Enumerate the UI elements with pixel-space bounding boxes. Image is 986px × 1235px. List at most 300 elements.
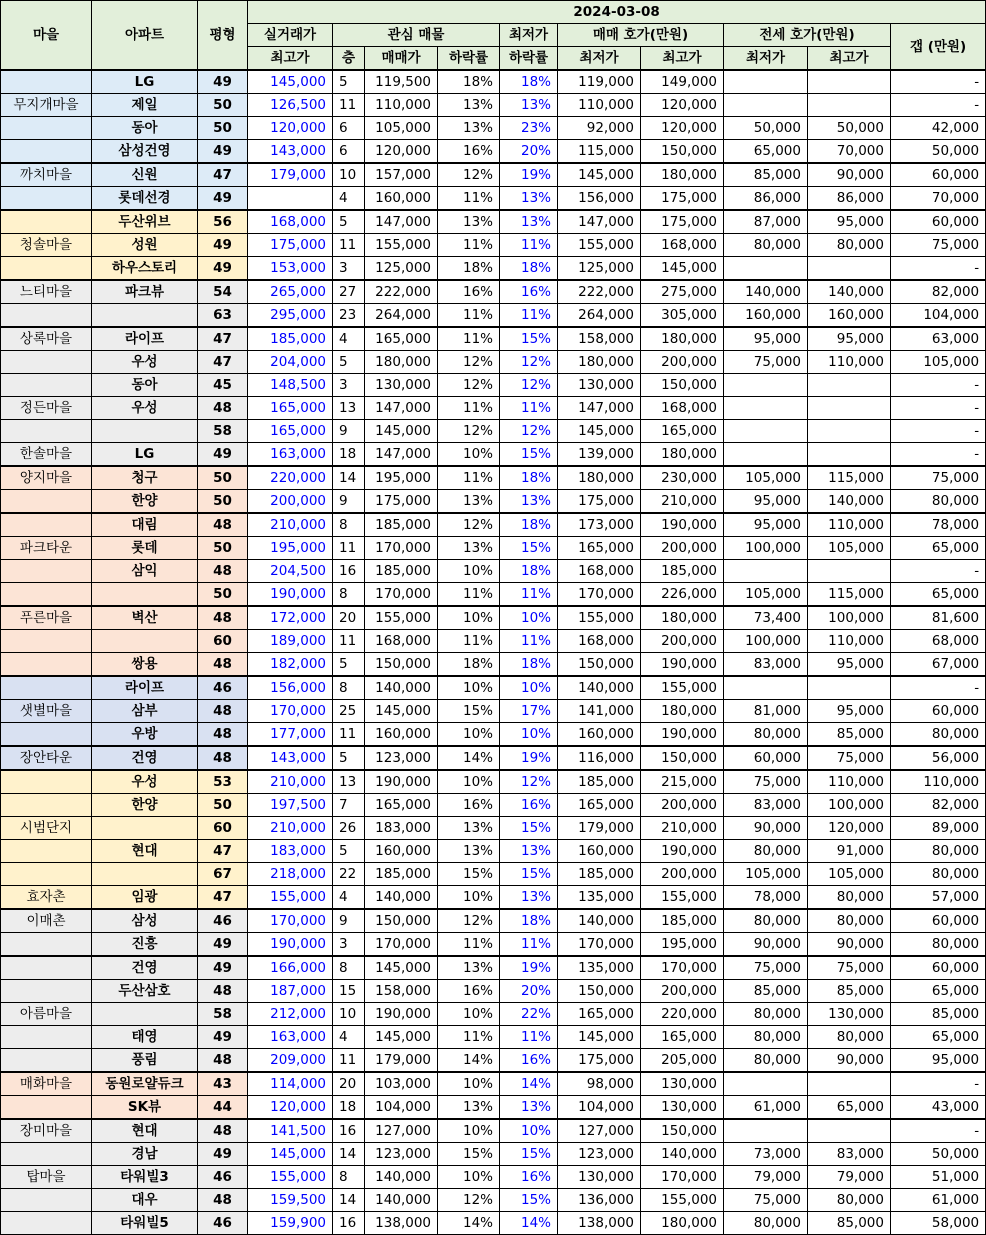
drop-cell: 10% [438, 770, 500, 794]
price-cell: 104,000 [365, 1096, 438, 1120]
jeonse-low-cell: 90,000 [724, 817, 808, 840]
jeonse-high-cell: 140,000 [808, 280, 891, 304]
header-apt: 아파트 [92, 1, 198, 71]
jeonse-low-cell: 61,000 [724, 1096, 808, 1120]
jeonse-high-cell: 80,000 [808, 909, 891, 933]
real-trade-cell: 153,000 [248, 257, 333, 281]
drop-cell: 13% [438, 840, 500, 863]
min-drop-cell: 14% [500, 1212, 558, 1235]
gap-cell: 82,000 [891, 280, 986, 304]
gap-cell: 63,000 [891, 327, 986, 351]
jeonse-low-cell: 95,000 [724, 327, 808, 351]
floor-cell: 14 [333, 1143, 365, 1166]
floor-cell: 11 [333, 234, 365, 257]
price-cell: 160,000 [365, 840, 438, 863]
sale-low-cell: 145,000 [558, 163, 641, 187]
price-cell: 150,000 [365, 909, 438, 933]
size-cell: 47 [198, 327, 248, 351]
table-row [1, 490, 986, 514]
floor-cell: 13 [333, 770, 365, 794]
jeonse-high-cell: 83,000 [808, 1143, 891, 1166]
real-trade-cell: 210,000 [248, 817, 333, 840]
sale-high-cell: 180,000 [641, 606, 724, 630]
sale-low-cell: 123,000 [558, 1143, 641, 1166]
header-gap: 갭 (만원) [891, 24, 986, 71]
drop-cell: 12% [438, 163, 500, 187]
jeonse-high-cell: 115,000 [808, 583, 891, 607]
drop-cell: 10% [438, 886, 500, 910]
min-drop-cell: 13% [500, 840, 558, 863]
size-cell: 44 [198, 1096, 248, 1120]
jeonse-high-cell: 110,000 [808, 351, 891, 374]
village-cell [1, 840, 92, 863]
floor-cell: 10 [333, 1003, 365, 1026]
apt-cell: 현대 [92, 840, 198, 863]
drop-cell: 12% [438, 374, 500, 397]
real-trade-cell: 200,000 [248, 490, 333, 514]
header-sale-high: 최고가 [641, 47, 724, 71]
price-cell: 145,000 [365, 700, 438, 723]
jeonse-high-cell: 91,000 [808, 840, 891, 863]
table-row [1, 234, 986, 257]
header-sale-quote: 매매 호가(만원) [558, 24, 724, 47]
gap-cell: 67,000 [891, 653, 986, 677]
village-cell: 정든마을 [1, 397, 92, 420]
apt-cell: 태영 [92, 1026, 198, 1049]
sale-low-cell: 130,000 [558, 1166, 641, 1189]
floor-cell: 14 [333, 1189, 365, 1212]
size-cell: 56 [198, 210, 248, 234]
real-trade-cell: 148,500 [248, 374, 333, 397]
sale-high-cell: 220,000 [641, 1003, 724, 1026]
village-cell: 장미마을 [1, 1119, 92, 1143]
village-cell: 장안타운 [1, 746, 92, 770]
jeonse-high-cell: 95,000 [808, 210, 891, 234]
jeonse-high-cell: 110,000 [808, 513, 891, 537]
sale-low-cell: 185,000 [558, 863, 641, 886]
sale-high-cell: 150,000 [641, 1119, 724, 1143]
floor-cell: 8 [333, 676, 365, 700]
jeonse-high-cell [808, 257, 891, 281]
floor-cell: 25 [333, 700, 365, 723]
real-trade-cell: 190,000 [248, 933, 333, 957]
sale-high-cell: 175,000 [641, 210, 724, 234]
real-trade-cell: 212,000 [248, 1003, 333, 1026]
sale-low-cell: 130,000 [558, 374, 641, 397]
table-row [1, 606, 986, 630]
real-trade-cell: 190,000 [248, 583, 333, 607]
size-cell: 49 [198, 187, 248, 211]
size-cell: 60 [198, 817, 248, 840]
header-village: 마을 [1, 1, 92, 71]
drop-cell: 11% [438, 234, 500, 257]
floor-cell: 15 [333, 980, 365, 1003]
header-floor: 층 [333, 47, 365, 71]
size-cell: 50 [198, 466, 248, 490]
village-cell [1, 560, 92, 583]
jeonse-low-cell: 105,000 [724, 583, 808, 607]
sale-high-cell: 200,000 [641, 537, 724, 560]
village-cell [1, 257, 92, 281]
price-cell: 190,000 [365, 1003, 438, 1026]
floor-cell: 11 [333, 723, 365, 747]
size-cell: 47 [198, 886, 248, 910]
village-cell: 무지개마을 [1, 94, 92, 117]
drop-cell: 11% [438, 304, 500, 328]
village-cell: 푸른마을 [1, 606, 92, 630]
jeonse-low-cell: 95,000 [724, 513, 808, 537]
village-cell [1, 304, 92, 328]
sale-low-cell: 165,000 [558, 794, 641, 817]
floor-cell: 22 [333, 863, 365, 886]
table-row [1, 1072, 986, 1096]
floor-cell: 9 [333, 909, 365, 933]
floor-cell: 23 [333, 304, 365, 328]
jeonse-low-cell: 80,000 [724, 1003, 808, 1026]
drop-cell: 10% [438, 1003, 500, 1026]
drop-cell: 15% [438, 863, 500, 886]
sale-high-cell: 180,000 [641, 1212, 724, 1235]
table-row [1, 187, 986, 211]
min-drop-cell: 20% [500, 980, 558, 1003]
size-cell: 49 [198, 443, 248, 467]
sale-high-cell: 275,000 [641, 280, 724, 304]
min-drop-cell: 13% [500, 210, 558, 234]
table-row [1, 466, 986, 490]
drop-cell: 15% [438, 1143, 500, 1166]
table-row [1, 583, 986, 607]
real-trade-cell: 163,000 [248, 1026, 333, 1049]
price-cell: 157,000 [365, 163, 438, 187]
gap-cell: 60,000 [891, 210, 986, 234]
real-trade-cell: 166,000 [248, 956, 333, 980]
jeonse-high-cell [808, 676, 891, 700]
table-row [1, 1119, 986, 1143]
size-cell: 46 [198, 1212, 248, 1235]
header-drop: 하락률 [438, 47, 500, 71]
sale-low-cell: 140,000 [558, 676, 641, 700]
table-row [1, 374, 986, 397]
min-drop-cell: 11% [500, 933, 558, 957]
jeonse-high-cell: 105,000 [808, 537, 891, 560]
floor-cell: 4 [333, 886, 365, 910]
jeonse-low-cell: 75,000 [724, 770, 808, 794]
size-cell: 47 [198, 163, 248, 187]
price-cell: 175,000 [365, 490, 438, 514]
table-row [1, 94, 986, 117]
gap-cell: 57,000 [891, 886, 986, 910]
apt-cell [92, 630, 198, 653]
gap-cell: 60,000 [891, 956, 986, 980]
real-trade-cell: 185,000 [248, 327, 333, 351]
jeonse-low-cell: 80,000 [724, 909, 808, 933]
gap-cell: 65,000 [891, 583, 986, 607]
price-cell: 145,000 [365, 420, 438, 443]
table-row [1, 909, 986, 933]
sale-high-cell: 195,000 [641, 933, 724, 957]
size-cell: 46 [198, 676, 248, 700]
jeonse-low-cell [724, 257, 808, 281]
min-drop-cell: 15% [500, 443, 558, 467]
real-trade-cell: 159,900 [248, 1212, 333, 1235]
real-trade-cell: 210,000 [248, 770, 333, 794]
real-trade-cell: 143,000 [248, 140, 333, 164]
sale-low-cell: 175,000 [558, 1049, 641, 1073]
table-row [1, 746, 986, 770]
gap-cell: 50,000 [891, 140, 986, 164]
min-drop-cell: 10% [500, 1119, 558, 1143]
drop-cell: 11% [438, 187, 500, 211]
jeonse-low-cell: 100,000 [724, 537, 808, 560]
sale-low-cell: 110,000 [558, 94, 641, 117]
jeonse-low-cell: 80,000 [724, 840, 808, 863]
sale-high-cell: 200,000 [641, 630, 724, 653]
sale-low-cell: 165,000 [558, 537, 641, 560]
size-cell: 48 [198, 653, 248, 677]
sale-low-cell: 175,000 [558, 490, 641, 514]
village-cell [1, 956, 92, 980]
table-row [1, 280, 986, 304]
jeonse-low-cell: 78,000 [724, 886, 808, 910]
apt-cell: 우성 [92, 397, 198, 420]
real-trade-cell: 187,000 [248, 980, 333, 1003]
real-trade-cell: 159,500 [248, 1189, 333, 1212]
jeonse-high-cell: 140,000 [808, 490, 891, 514]
price-cell: 185,000 [365, 560, 438, 583]
size-cell: 54 [198, 280, 248, 304]
price-cell: 130,000 [365, 374, 438, 397]
jeonse-low-cell [724, 1072, 808, 1096]
village-cell [1, 653, 92, 677]
price-cell: 155,000 [365, 606, 438, 630]
sale-high-cell: 155,000 [641, 886, 724, 910]
gap-cell: 81,600 [891, 606, 986, 630]
min-drop-cell: 19% [500, 746, 558, 770]
sale-high-cell: 205,000 [641, 1049, 724, 1073]
village-cell [1, 187, 92, 211]
table-row [1, 817, 986, 840]
drop-cell: 13% [438, 537, 500, 560]
sale-low-cell: 165,000 [558, 1003, 641, 1026]
drop-cell: 11% [438, 397, 500, 420]
drop-cell: 16% [438, 140, 500, 164]
floor-cell: 11 [333, 630, 365, 653]
gap-cell: 58,000 [891, 1212, 986, 1235]
price-cell: 190,000 [365, 770, 438, 794]
jeonse-high-cell [808, 1072, 891, 1096]
village-cell: 매화마을 [1, 1072, 92, 1096]
size-cell: 43 [198, 1072, 248, 1096]
sale-high-cell: 130,000 [641, 1096, 724, 1120]
village-cell [1, 513, 92, 537]
table-row [1, 980, 986, 1003]
table-row [1, 513, 986, 537]
village-cell [1, 351, 92, 374]
jeonse-low-cell [724, 560, 808, 583]
header-jeonse-low: 최저가 [724, 47, 808, 71]
jeonse-low-cell: 105,000 [724, 466, 808, 490]
price-cell: 165,000 [365, 794, 438, 817]
apt-cell: 건영 [92, 746, 198, 770]
jeonse-low-cell: 85,000 [724, 980, 808, 1003]
table-row [1, 1212, 986, 1235]
apt-cell: 동원로얄듀크 [92, 1072, 198, 1096]
gap-cell: 60,000 [891, 700, 986, 723]
sale-high-cell: 190,000 [641, 513, 724, 537]
price-cell: 145,000 [365, 956, 438, 980]
drop-cell: 13% [438, 210, 500, 234]
gap-cell: - [891, 1072, 986, 1096]
sale-low-cell: 92,000 [558, 117, 641, 140]
table-row [1, 1189, 986, 1212]
table-row [1, 794, 986, 817]
village-cell: 이매촌 [1, 909, 92, 933]
table-row [1, 863, 986, 886]
drop-cell: 13% [438, 956, 500, 980]
apt-cell: 우방 [92, 723, 198, 747]
sale-low-cell: 115,000 [558, 140, 641, 164]
price-cell: 160,000 [365, 723, 438, 747]
floor-cell: 8 [333, 1166, 365, 1189]
gap-cell: 75,000 [891, 466, 986, 490]
price-cell: 145,000 [365, 1026, 438, 1049]
size-cell: 49 [198, 257, 248, 281]
jeonse-low-cell: 80,000 [724, 1212, 808, 1235]
floor-cell: 7 [333, 794, 365, 817]
price-cell: 160,000 [365, 187, 438, 211]
village-cell [1, 1026, 92, 1049]
table-row [1, 560, 986, 583]
drop-cell: 13% [438, 817, 500, 840]
real-trade-cell: 145,000 [248, 70, 333, 94]
table-body [1, 70, 986, 1235]
min-drop-cell: 13% [500, 1096, 558, 1120]
jeonse-low-cell [724, 94, 808, 117]
size-cell: 49 [198, 1026, 248, 1049]
jeonse-low-cell: 80,000 [724, 234, 808, 257]
floor-cell: 20 [333, 1072, 365, 1096]
apt-cell: 한양 [92, 490, 198, 514]
sale-high-cell: 165,000 [641, 1026, 724, 1049]
village-cell [1, 140, 92, 164]
gap-cell: 80,000 [891, 840, 986, 863]
min-drop-cell: 12% [500, 351, 558, 374]
price-cell: 150,000 [365, 653, 438, 677]
real-trade-cell: 126,500 [248, 94, 333, 117]
size-cell: 50 [198, 490, 248, 514]
jeonse-high-cell: 130,000 [808, 1003, 891, 1026]
apt-cell [92, 304, 198, 328]
min-drop-cell: 17% [500, 700, 558, 723]
village-cell [1, 70, 92, 94]
floor-cell: 26 [333, 817, 365, 840]
sale-low-cell: 170,000 [558, 583, 641, 607]
drop-cell: 18% [438, 257, 500, 281]
header-min-drop-bottom: 하락률 [500, 47, 558, 71]
size-cell: 48 [198, 513, 248, 537]
header-price: 매매가 [365, 47, 438, 71]
apt-cell: 롯데선경 [92, 187, 198, 211]
gap-cell: 80,000 [891, 933, 986, 957]
price-cell: 140,000 [365, 676, 438, 700]
apt-cell: 벽산 [92, 606, 198, 630]
price-cell: 125,000 [365, 257, 438, 281]
real-trade-cell: 120,000 [248, 1096, 333, 1120]
price-cell: 123,000 [365, 746, 438, 770]
apt-cell: 임광 [92, 886, 198, 910]
size-cell: 48 [198, 700, 248, 723]
village-cell [1, 374, 92, 397]
floor-cell: 16 [333, 1119, 365, 1143]
size-cell: 48 [198, 397, 248, 420]
apt-cell [92, 863, 198, 886]
min-drop-cell: 12% [500, 374, 558, 397]
drop-cell: 11% [438, 583, 500, 607]
village-cell [1, 210, 92, 234]
sale-high-cell: 185,000 [641, 909, 724, 933]
apt-cell: 현대 [92, 1119, 198, 1143]
table-row [1, 420, 986, 443]
jeonse-high-cell [808, 560, 891, 583]
floor-cell: 3 [333, 257, 365, 281]
floor-cell: 5 [333, 840, 365, 863]
sale-low-cell: 139,000 [558, 443, 641, 467]
min-drop-cell: 18% [500, 466, 558, 490]
min-drop-cell: 23% [500, 117, 558, 140]
min-drop-cell: 18% [500, 560, 558, 583]
sale-low-cell: 155,000 [558, 606, 641, 630]
jeonse-low-cell [724, 420, 808, 443]
size-cell: 46 [198, 909, 248, 933]
apt-cell: 우성 [92, 770, 198, 794]
real-trade-cell: 165,000 [248, 397, 333, 420]
size-cell: 45 [198, 374, 248, 397]
apt-cell: 대우 [92, 1189, 198, 1212]
gap-cell: 80,000 [891, 863, 986, 886]
village-cell [1, 770, 92, 794]
size-cell: 48 [198, 1049, 248, 1073]
min-drop-cell: 11% [500, 630, 558, 653]
village-cell: 파크타운 [1, 537, 92, 560]
real-trade-cell: 210,000 [248, 513, 333, 537]
size-cell: 48 [198, 1119, 248, 1143]
sale-high-cell: 200,000 [641, 351, 724, 374]
sale-high-cell: 175,000 [641, 187, 724, 211]
min-drop-cell: 15% [500, 537, 558, 560]
floor-cell: 6 [333, 140, 365, 164]
min-drop-cell: 18% [500, 513, 558, 537]
drop-cell: 13% [438, 94, 500, 117]
village-cell [1, 794, 92, 817]
sale-high-cell: 305,000 [641, 304, 724, 328]
sale-high-cell: 210,000 [641, 490, 724, 514]
jeonse-low-cell: 80,000 [724, 723, 808, 747]
jeonse-low-cell [724, 1119, 808, 1143]
sale-high-cell: 180,000 [641, 700, 724, 723]
min-drop-cell: 20% [500, 140, 558, 164]
size-cell: 63 [198, 304, 248, 328]
apt-cell: 타워빌5 [92, 1212, 198, 1235]
real-trade-cell [248, 187, 333, 211]
header-min-drop-top: 최저가 [500, 24, 558, 47]
gap-cell: 60,000 [891, 163, 986, 187]
apt-cell: 삼부 [92, 700, 198, 723]
sale-low-cell: 150,000 [558, 653, 641, 677]
village-cell [1, 1189, 92, 1212]
min-drop-cell: 19% [500, 956, 558, 980]
min-drop-cell: 15% [500, 1143, 558, 1166]
drop-cell: 11% [438, 466, 500, 490]
